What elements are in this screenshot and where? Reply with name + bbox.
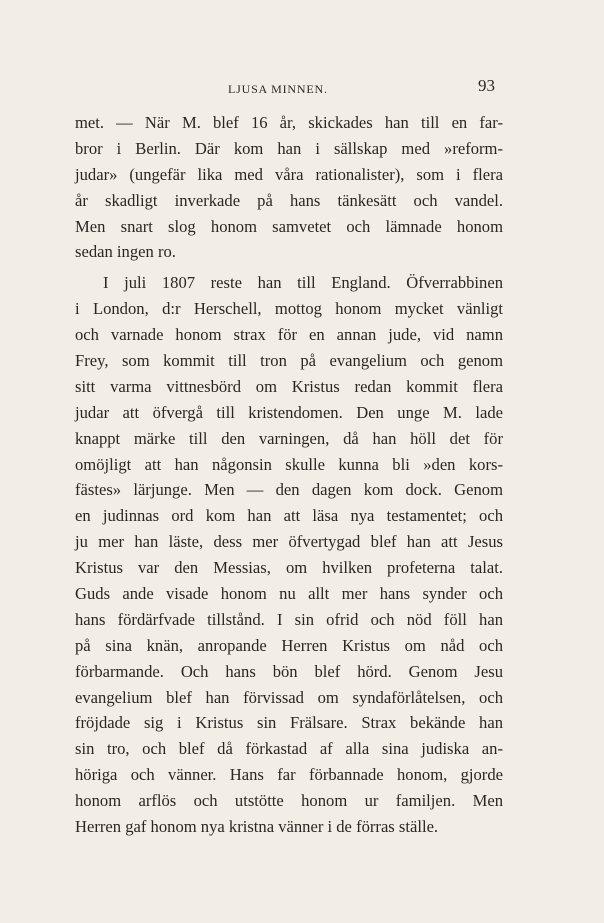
text-line: Frey, som kommit till tron på evangelium och genom — [75, 351, 503, 371]
text-line: sitt varma vittnesbörd om Kristus redan kommit flera — [75, 376, 503, 396]
text-line: honom arflös och utstötte honom ur familjen. Men — [75, 791, 503, 811]
text-line: judar att öfvergå till kristendomen. Den unge M. lade — [75, 402, 503, 422]
running-title: LJUSA MINNEN. — [228, 82, 328, 96]
text-line: evangelium blef han förvissad om syndaförlåtelsen, och — [75, 687, 503, 707]
text-line: I juli 1807 reste han till England. Öfverrabbinen — [103, 273, 503, 293]
page-header — [74, 76, 505, 104]
text-line: met. — När M. blef 16 år, skickades han till en far- — [75, 113, 503, 132]
text-line: år skadligt inverkade på hans tänkesätt och vandel. — [75, 190, 503, 210]
text-line: förbarmande. Och hans bön blef hörd. Genom Jesu — [75, 661, 503, 681]
text-line: Herren gaf honom nya kristna vänner i de förras ställe. — [75, 817, 439, 837]
text-line: sedan ingen ro. — [75, 242, 176, 262]
text-line: Men snart slog honom samvetet och lämnade honom — [75, 216, 503, 236]
text-line: bror i Berlin. Där kom han i sällskap med »reform- — [75, 138, 503, 158]
text-line: på sina knän, anropande Herren Kristus om nåd och — [75, 635, 503, 655]
text-line: Kristus var den Messias, om hvilken profeterna talat. — [75, 558, 503, 578]
text-line: och varnade honom strax för en annan jude, vid namn — [75, 325, 503, 345]
text-line: höriga och vänner. Hans far förbannade honom, gjorde — [75, 765, 503, 785]
text-line: hans fördärfvade tillstånd. I sin ofrid och nöd föll han — [75, 609, 503, 629]
body-text — [75, 110, 503, 840]
text-line: en judinnas ord kom han att läsa nya testamentet; och — [75, 506, 503, 526]
text-line: ju mer han läste, dess mer öfvertygad blef han att Jesus — [75, 532, 503, 552]
text-line: knappt märke till den varningen, då han höll det för — [75, 428, 503, 448]
page-number: 93 — [478, 76, 495, 95]
text-line: i London, d:r Herschell, mottog honom mycket vänligt — [75, 299, 503, 319]
text-line: fästes» lärjunge. Men — den dagen kom dock. Genom — [75, 480, 503, 500]
text-line: omöjligt att han någonsin skulle kunna bli »den kors- — [75, 454, 503, 474]
text-line: sin tro, och blef då förkastad af alla sina judiska an- — [75, 739, 503, 759]
text-line: fröjdade sig i Kristus sin Frälsare. Strax bekände han — [75, 713, 503, 733]
text-line: Guds ande visade honom nu allt mer hans synder och — [75, 584, 503, 604]
text-line: judar» (ungefär lika med våra rationalister), som i flera — [75, 164, 503, 184]
